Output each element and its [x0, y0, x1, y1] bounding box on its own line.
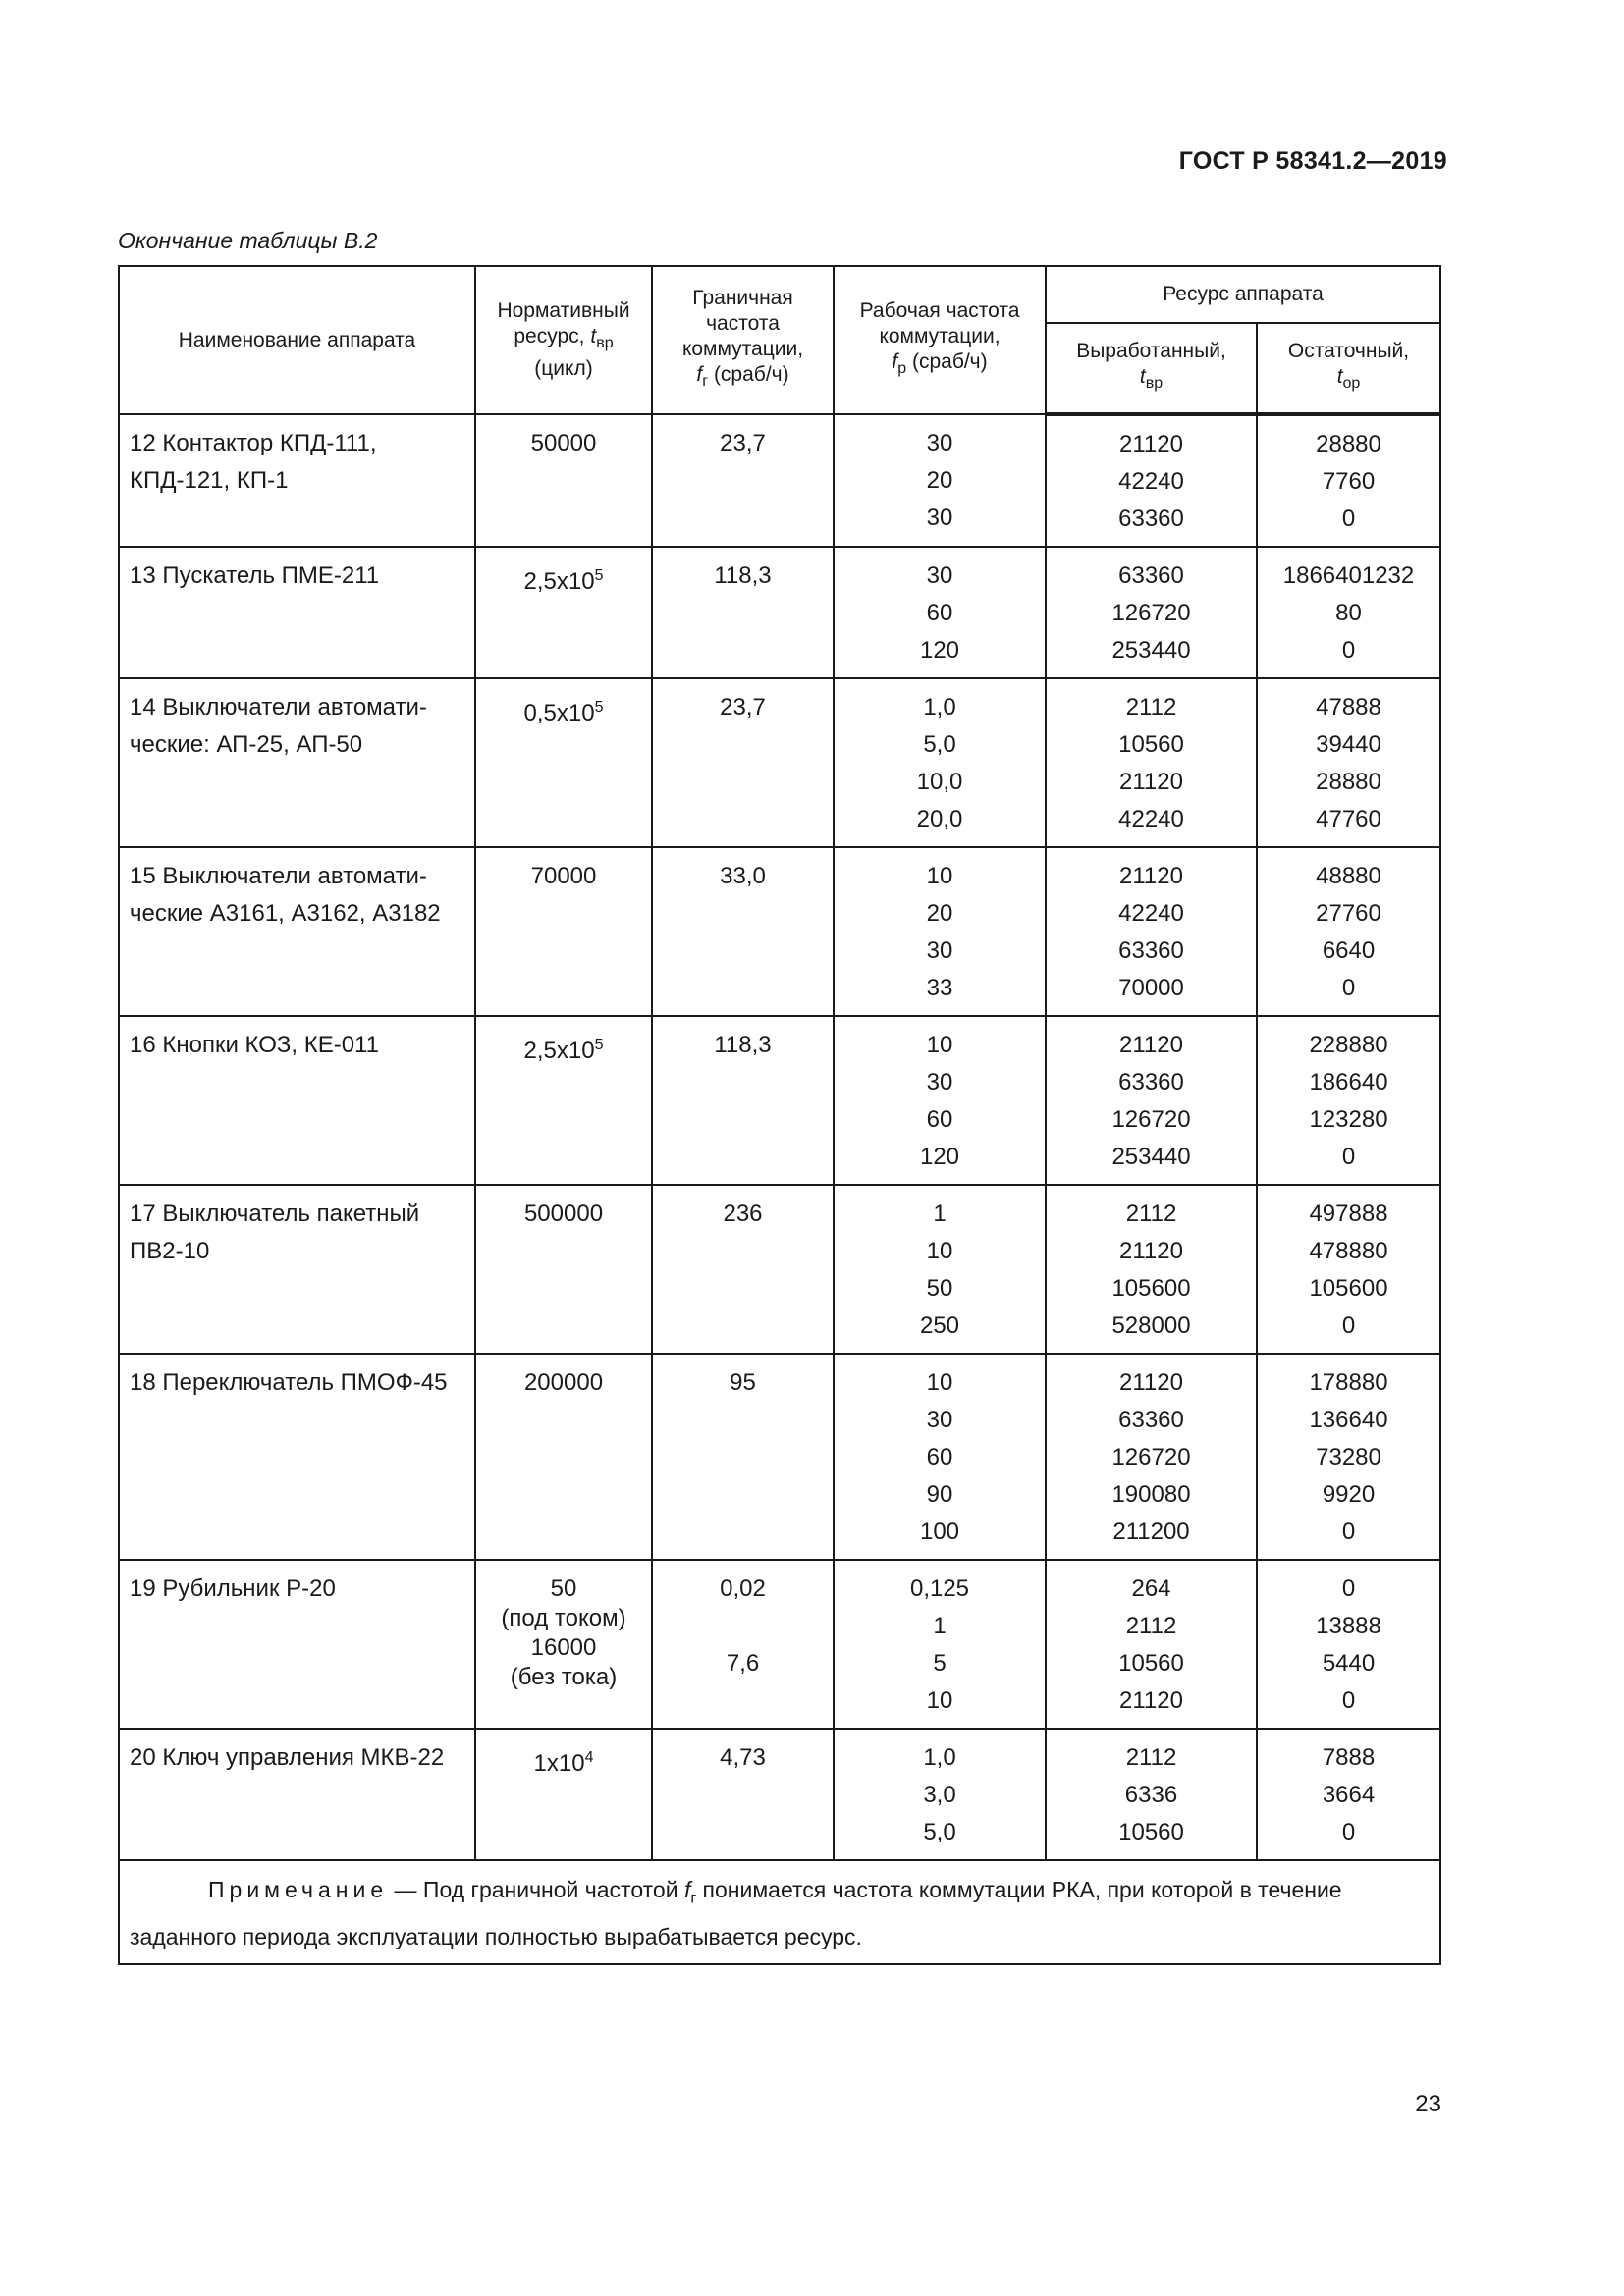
table-row	[119, 1729, 1440, 1860]
spent-resource: 21120 63360 126720 253440	[1046, 1016, 1257, 1185]
remaining-resource: 28880 7760 0	[1257, 414, 1440, 547]
working-frequency: 10 20 30 33	[834, 847, 1046, 1016]
boundary-frequency: 236	[652, 1185, 834, 1354]
spent-resource: 264 2112 10560 21120	[1046, 1560, 1257, 1729]
device-name: 17 Выключатель пакетный ПВ2-10	[119, 1185, 475, 1354]
norm-resource: $0,5x10^5$	[475, 678, 652, 847]
spent-resource: 63360 126720 253440	[1046, 547, 1257, 678]
remaining-resource: 1866401232 80 0	[1257, 547, 1440, 678]
norm-resource: 50 (под током) 16000 (без тока)	[475, 1560, 652, 1729]
table-row	[119, 547, 1440, 678]
boundary-frequency: 0,02 7,6	[652, 1560, 834, 1729]
remaining-resource: 0 13888 5440 0	[1257, 1560, 1440, 1729]
header-resource-group: Ресурс аппарата	[1046, 266, 1440, 323]
norm-resource: 70000	[475, 847, 652, 1016]
boundary-frequency: 118,3	[652, 1016, 834, 1185]
table-row	[119, 1560, 1440, 1729]
header-working-frequency: Рабочая частота коммутации, $f_р$ (сраб/ч)	[834, 266, 1046, 414]
note-label: Примечание	[208, 1877, 389, 1902]
spent-resource: 21120 42240 63360 70000	[1046, 847, 1257, 1016]
spent-resource: 2112 6336 10560	[1046, 1729, 1257, 1860]
spent-resource: 21120 42240 63360	[1046, 414, 1257, 547]
working-frequency: 30 20 30	[834, 414, 1046, 547]
page-number: 23	[1415, 2091, 1441, 2117]
spent-resource: 21120 63360 126720 190080 211200	[1046, 1354, 1257, 1560]
norm-resource: 500000	[475, 1185, 652, 1354]
table-row	[119, 678, 1440, 847]
device-name: 18 Переключатель ПМОФ-45	[119, 1354, 475, 1560]
table-row	[119, 1185, 1440, 1354]
device-name: 15 Выключатели автомати-ческие А3161, А3162, А3182	[119, 847, 475, 1016]
table-row	[119, 1354, 1440, 1560]
device-name: 16 Кнопки КОЗ, КЕ-011	[119, 1016, 475, 1185]
working-frequency: 1,0 5,0 10,0 20,0	[834, 678, 1046, 847]
boundary-frequency: 33,0	[652, 847, 834, 1016]
resource-table	[118, 265, 1441, 1965]
remaining-resource: 178880 136640 73280 9920 0	[1257, 1354, 1440, 1560]
working-frequency: 10 30 60 120	[834, 1016, 1046, 1185]
device-name: 19 Рубильник Р-20	[119, 1560, 475, 1729]
device-name: 20 Ключ управления МКВ-22	[119, 1729, 475, 1860]
header-name: Наименование аппарата	[119, 266, 475, 414]
norm-resource: $1x10^4$	[475, 1729, 652, 1860]
boundary-frequency: 118,3	[652, 547, 834, 678]
norm-resource: 200000	[475, 1354, 652, 1560]
norm-resource: 50000	[475, 414, 652, 547]
table-note-row	[119, 1860, 1440, 1964]
spent-resource: 2112 21120 105600 528000	[1046, 1185, 1257, 1354]
table-caption: Окончание таблицы В.2	[118, 228, 378, 253]
device-name: 13 Пускатель ПМЕ-211	[119, 547, 475, 678]
header-remaining: Остаточный, $t_{ор}$	[1257, 323, 1440, 414]
remaining-resource: 7888 3664 0	[1257, 1729, 1440, 1860]
table-row	[119, 414, 1440, 547]
header-norm-resource: Нормативный ресурс, $t_{вр}$ (цикл)	[475, 266, 652, 414]
boundary-frequency: 23,7	[652, 414, 834, 547]
boundary-frequency: 95	[652, 1354, 834, 1560]
boundary-frequency: 4,73	[652, 1729, 834, 1860]
device-name: 14 Выключатели автомати-ческие: АП-25, АП-50	[119, 678, 475, 847]
working-frequency: 0,125 1 5 10	[834, 1560, 1046, 1729]
remaining-resource: 47888 39440 28880 47760	[1257, 678, 1440, 847]
spent-resource: 2112 10560 21120 42240	[1046, 678, 1257, 847]
working-frequency: 1 10 50 250	[834, 1185, 1046, 1354]
remaining-resource: 48880 27760 6640 0	[1257, 847, 1440, 1016]
device-name: 12 Контактор КПД-111, КПД-121, КП-1	[119, 414, 475, 547]
working-frequency: 10 30 60 90 100	[834, 1354, 1046, 1560]
working-frequency: 30 60 120	[834, 547, 1046, 678]
working-frequency: 1,0 3,0 5,0	[834, 1729, 1046, 1860]
remaining-resource: 228880 186640 123280 0	[1257, 1016, 1440, 1185]
header-boundary-frequency: Граничная частота коммутации, $f_г$ (сраб/ч)	[652, 266, 834, 414]
table-row	[119, 847, 1440, 1016]
remaining-resource: 497888 478880 105600 0	[1257, 1185, 1440, 1354]
table-row	[119, 1016, 1440, 1185]
document-number: ГОСТ Р 58341.2—2019	[1178, 147, 1447, 175]
norm-resource: $2,5x10^5$	[475, 547, 652, 678]
norm-resource: $2,5x10^5$	[475, 1016, 652, 1185]
header-spent: Выработанный, $t_{вр}$	[1046, 323, 1257, 414]
table-note: Примечание — Под граничной частотой $f_г$ понимается частота коммутации РКА, при которой в течение заданного периода эксплуатации полностью вырабатывается ресурс.	[119, 1860, 1440, 1964]
boundary-frequency: 23,7	[652, 678, 834, 847]
